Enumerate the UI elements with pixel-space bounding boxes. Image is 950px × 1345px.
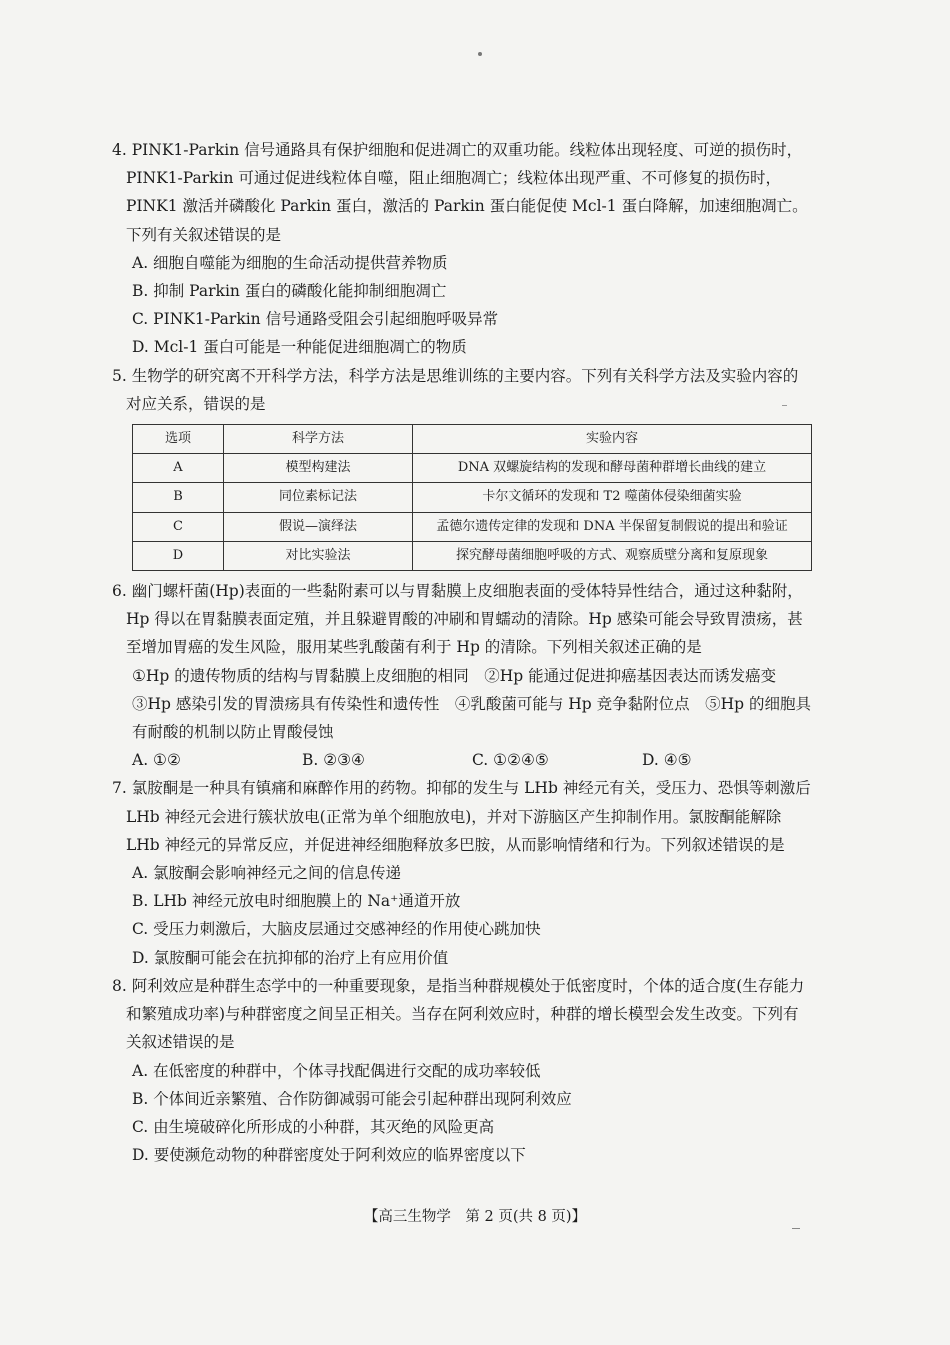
question-4-option-b: B. 抑制 Parkin 蛋白的磷酸化能抑制细胞凋亡: [132, 282, 447, 301]
table-cell: D: [133, 541, 224, 570]
table-cell: 同位素标记法: [224, 483, 413, 512]
table-cell: C: [133, 512, 224, 541]
question-6-option-c: C. ①②④⑤: [472, 751, 549, 770]
questions-container: [112, 136, 812, 1169]
table-cell: 假说—演绎法: [224, 512, 413, 541]
question-7-option-d: D. 氯胺酮可能会在抗抑郁的治疗上有应用价值: [132, 948, 449, 967]
table-header-content: 实验内容: [413, 425, 812, 454]
question-4-stem: 4. PINK1-Parkin 信号通路具有保护细胞和促进凋亡的双重功能。线粒体出现轻度、可逆的损伤时，PINK1-Parkin 可通过促进线粒体自噬，阻止细胞凋亡；线粒体出现严重、不可修复的损伤时，PINK1 激活并磷酸化 Parkin 蛋白，激活的 Parkin 蛋白能促使 Mcl-1 蛋白降解，加速细胞凋亡。下列有关叙述错误的是: [112, 141, 808, 244]
question-6-option-a: A. ①②: [132, 751, 181, 770]
table-header-method: 科学方法: [224, 425, 413, 454]
question-5-stem: 5. 生物学的研究离不开科学方法，科学方法是思维训练的主要内容。下列有关科学方法及实验内容的对应关系，错误的是: [112, 366, 799, 413]
table-cell: 对比实验法: [224, 541, 413, 570]
question-6-statements: ①Hp 的遗传物质的结构与胃黏膜上皮细胞的相同 ②Hp 能通过促进抑癌基因表达而诱发癌变 ③Hp 感染引发的胃溃疡具有传染性和遗传性 ④乳酸菌可能与 Hp 竞争黏附位点 ⑤Hp 的细胞具有耐酸的机制以防止胃酸侵蚀: [132, 666, 812, 742]
question-5: [112, 362, 812, 571]
table-cell: DNA 双螺旋结构的发现和酵母菌种群增长曲线的建立: [413, 454, 812, 483]
table-cell: A: [133, 454, 224, 483]
question-4-option-a: A. 细胞自噬能为细胞的生命活动提供营养物质: [132, 253, 448, 272]
question-6: [112, 577, 812, 774]
page-footer: 【高三生物学 第 2 页(共 8 页)】: [363, 1209, 587, 1225]
question-7-option-c: C. 受压力刺激后，大脑皮层通过交感神经的作用使心跳加快: [132, 920, 541, 939]
question-8-option-a: A. 在低密度的种群中，个体寻找配偶进行交配的成功率较低: [132, 1061, 541, 1080]
question-8-option-c: C. 由生境破碎化所形成的小种群，其灭绝的风险更高: [132, 1117, 495, 1136]
question-6-stem: 6. 幽门螺杆菌(Hp)表面的一些黏附素可以与胃黏膜上皮细胞表面的受体特异性结合，通过这种黏附，Hp 得以在胃黏膜表面定殖，并且躲避胃酸的冲刷和胃蠕动的清除。Hp 感染可能会导致胃溃疡，甚至增加胃癌的发生风险，服用某些乳酸菌有利于 Hp 的清除。下列相关叙述正确的是: [112, 582, 803, 657]
table-row: [133, 541, 812, 570]
table-row: [133, 483, 812, 512]
table-header-option: 选项: [133, 425, 224, 454]
question-8-stem: 8. 阿利效应是种群生态学中的一种重要现象，是指当种群规模处于低密度时，个体的适合度(生存能力和繁殖成功率)与种群密度之间呈正相关。当存在阿利效应时，种群的增长模型会发生改变。下列有关叙述错误的是: [112, 976, 805, 1052]
question-7-option-b: B. LHb 神经元放电时细胞膜上的 Na⁺通道开放: [132, 892, 461, 911]
question-4-option-d: D. Mcl-1 蛋白可能是一种能促进细胞凋亡的物质: [132, 338, 467, 357]
question-8-option-b: B. 个体间近亲繁殖、合作防御减弱可能会引起种群出现阿利效应: [132, 1089, 572, 1108]
table-cell: B: [133, 483, 224, 512]
question-6-options: [112, 746, 812, 774]
table-cell: 孟德尔遗传定律的发现和 DNA 半保留复制假说的提出和验证: [413, 512, 812, 541]
question-6-option-b: B. ②③④: [302, 751, 365, 770]
question-8-option-d: D. 要使濒危动物的种群密度处于阿利效应的临界密度以下: [132, 1146, 526, 1165]
question-7: [112, 774, 812, 971]
question-7-option-a: A. 氯胺酮会影响神经元之间的信息传递: [132, 864, 402, 883]
table-row: [133, 454, 812, 483]
table-cell: 模型构建法: [224, 454, 413, 483]
table-row: [133, 512, 812, 541]
question-5-table: [132, 424, 812, 571]
table-header-row: [133, 425, 812, 454]
table-cell: 探究酵母菌细胞呼吸的方式、观察质壁分离和复原现象: [413, 541, 812, 570]
question-8: [112, 972, 812, 1169]
table-cell: 卡尔文循环的发现和 T2 噬菌体侵染细菌实验: [413, 483, 812, 512]
question-6-option-d: D. ④⑤: [642, 751, 692, 770]
scan-dash: [792, 1228, 800, 1229]
question-4: [112, 136, 812, 362]
question-7-stem: 7. 氯胺酮是一种具有镇痛和麻醉作用的药物。抑郁的发生与 LHb 神经元有关，受压力、恐惧等刺激后 LHb 神经元会进行簇状放电(正常为单个细胞放电)，并对下游脑区产生抑制作用。氯胺酮能解除 LHb 神经元的异常反应，并促进神经细胞释放多巴胺，从而影响情绪和行为。下列叙述错误的是: [112, 779, 811, 854]
scan-speck: [478, 52, 482, 56]
question-4-option-c: C. PINK1-Parkin 信号通路受阻会引起细胞呼吸异常: [132, 310, 499, 329]
